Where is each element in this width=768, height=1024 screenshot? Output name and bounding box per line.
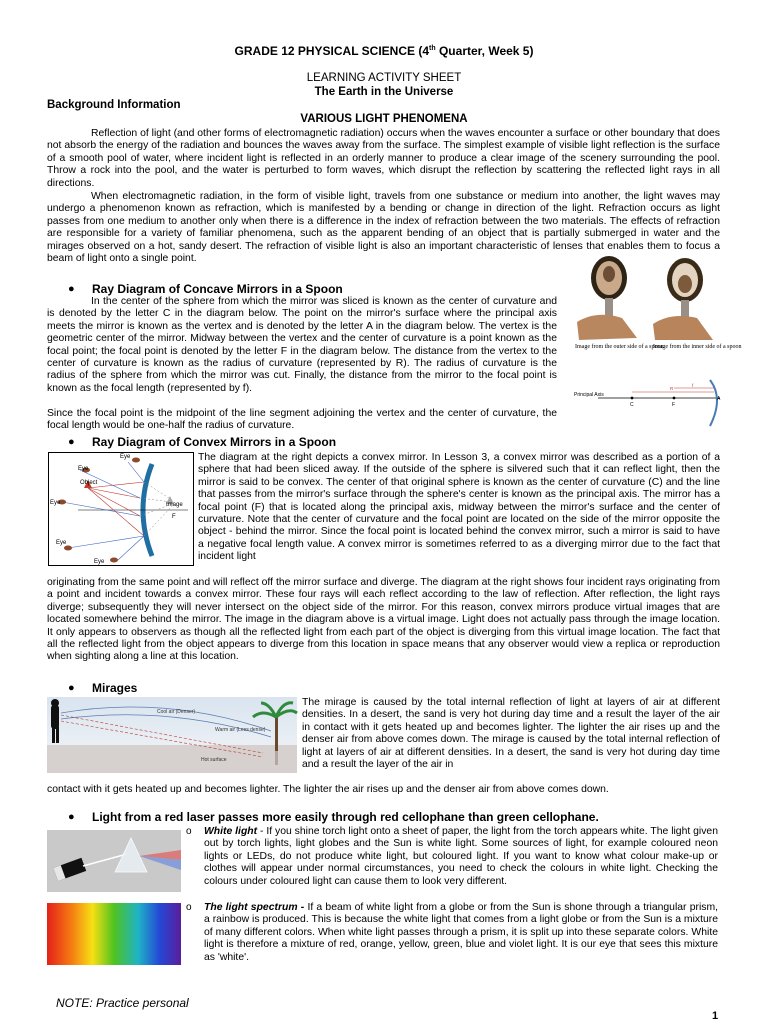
- mirages-paragraph-side: The mirage is caused by the total internal reflection of light at layers of air at different densities. In a desert, the sand is very hot during day time and a result the layer of the air in contact with it gets heated up and becomes lighter. The lighter the air rises up and the denser air from above comes down. The mirage is caused by the total internal reflection of light at layers of air at different densities. In a desert, the sand is very hot during day time and a result the layer of the air in: [302, 697, 720, 771]
- concave-ray-diagram: [574, 378, 724, 428]
- sub-bullet-icon: o: [186, 902, 192, 913]
- eye-label: Eye: [94, 559, 105, 565]
- convex-ray-diagram: [48, 452, 194, 566]
- spectrum-text: If a beam of white light from a globe or from the Sun is shone through a triangular prism, a rainbow is produced. This is because the white light that comes from a light globe or from the Sun is a mixture of many different colors. When white light passes through a prism, it is split up into these separate colors. White light is therefore a mixture of red, orange, yellow, green, blue and violet light. It is our eye that sees this mixture as 'white'.: [204, 902, 718, 963]
- white-light-paragraph: [204, 826, 718, 888]
- warm-air-label: Warm air (Less dense): [215, 727, 266, 733]
- caption-outer: Image from the outer side of a spoon: [575, 344, 664, 350]
- spectrum-paragraph: [204, 902, 718, 964]
- label-a: A: [717, 396, 721, 402]
- label-f-small: f: [692, 383, 694, 388]
- mirages-paragraph-full: contact with it gets heated up and becomes lighter. The lighter the air rises up and the denser air from above comes down.: [47, 784, 609, 795]
- subject-title: The Earth in the Universe: [314, 86, 454, 98]
- spectrum-image: [47, 903, 181, 965]
- convex-title: Ray Diagram of Convex Mirrors in a Spoon: [92, 435, 337, 449]
- caption-inner: Image from the inner side of a spoon: [653, 344, 742, 350]
- topic-title: VARIOUS LIGHT PHENOMENA: [300, 113, 468, 125]
- principal-axis-label: Principal Axis: [574, 392, 604, 398]
- footer-note: NOTE: Practice personal: [56, 996, 189, 1010]
- eye-label: Eye: [50, 500, 61, 506]
- white-light-text: - If you shine torch light onto a sheet of paper, the light from the torch appears white. The light given out by torch lights, light globes and the Sun is white light. Some sources of light, for example coloured neon lights or LEDs, do not produce white light, but coloured light. If you want to know what colour make-up or clothes will appear under normal circumstances, you need to check the colours in white light. Checking the colours under coloured light can cause them to look very different.: [204, 826, 718, 887]
- bullet-icon: ●: [68, 436, 75, 448]
- object-label: Object: [80, 480, 98, 486]
- background-heading: Background Information: [47, 99, 181, 111]
- mirage-diagram: [47, 697, 297, 773]
- eye-label: Eye: [56, 540, 67, 546]
- laser-title: Light from a red laser passes more easily through red cellophane than green cellophane.: [92, 810, 599, 824]
- label-c: C: [630, 402, 634, 408]
- mirages-title: Mirages: [92, 681, 138, 695]
- image-label: Image: [166, 502, 183, 508]
- eye-label: Eye: [78, 466, 89, 472]
- concave-paragraph: In the center of the sphere from which the mirror was sliced is known as the center of curvature and is denoted by the letter C in the diagram below. The point on the mirror's surface where the principal axis meets the mirror is known as the vertex and is denoted by the letter A in the diagram below. The vertex is the geometric center of the mirror. Midway between the vertex and the center of curvature is a point known as the focal point; the focal point is denoted by the letter F in the diagram below. The distance from the vertex to the center of curvature is known as the radius of curvature (represented by R). The radius of curvature is the radius of the sphere from which the mirror was cut. Finally, the distance from the mirror to the focal point is known as the focal length (represented by f).: [47, 296, 557, 394]
- cool-air-label: Cool air (Denser): [157, 709, 196, 715]
- eye-label: Eye: [120, 454, 131, 460]
- label-r: R: [670, 386, 674, 391]
- background-paragraph-1: Reflection of light (and other forms of electromagnetic radiation) occurs when the waves encounter a surface or other boundary that does not absorb the energy of the radiation and bounces the waves away from the surface. The simplest example of visible light reflection is the surface of a smooth pool of water, where incident light is reflected in an orderly manner to produce a clear image of the scenery surrounding the pool. Throw a rock into the pool, and the water is perturbed to form waves, which disrupt the reflection by scattering the reflected light rays in all directions.: [47, 128, 720, 189]
- sheet-label: LEARNING ACTIVITY SHEET: [306, 72, 462, 84]
- convex-paragraph-side: The diagram at the right depicts a convex mirror. In Lesson 3, a convex mirror was described as a portion of a sphere that had been sliced away. If the outside of the sphere is silvered such that it can reflect light, then the mirror is said to be convex. The center of that original sphere is known as the center of curvature (C) and the line that passes from the mirror's surface through the sphere's center is known as the principal axis. The mirror has a focal point (F) that is located along the principal axis, midway between the mirror's surface and the center of curvature. Note that the center of curvature and the focal point are located on the side of the mirror opposite the object - behind the mirror. Since the focal point is located behind the convex mirror, such a mirror is said to have a negative focal length value. A convex mirror is sometimes referred to as a diverging mirror due to the fact that incident light: [198, 452, 720, 563]
- bullet-icon: ●: [68, 283, 75, 295]
- page-number: 1: [712, 1010, 719, 1022]
- spectrum-title: The light spectrum -: [204, 902, 305, 913]
- sub-bullet-icon: o: [186, 826, 192, 837]
- concave-paragraph-2: Since the focal point is the midpoint of the line segment adjoining the vertex and the center of curvature, the focal length would be one-half the radius of curvature.: [47, 408, 557, 432]
- label-f: F: [672, 402, 676, 408]
- page-title: GRADE 12 PHYSICAL SCIENCE (4th Quarter, Week 5): [234, 44, 534, 58]
- focal-label: F: [172, 514, 176, 520]
- spoon-photos: [567, 254, 742, 358]
- concave-title: Ray Diagram of Concave Mirrors in a Spoon: [92, 282, 343, 296]
- bullet-icon: ●: [68, 682, 75, 694]
- convex-paragraph-full: originating from the same point and will reflect off the mirror surface and diverge. The diagram at the right shows four incident rays originating from a point and incident towards a convex mirror. These four rays will each reflect according to the law of reflection. After reflection, the light rays diverge; subsequently they will never intersect on the object side of the mirror. For this reason, convex mirrors produce virtual images that are located somewhere behind the mirror. The image in the diagram above is a virtual image. Light does not actually pass through the image location. It only appears to observers as though all the reflected light from each part of the object is diverging from this virtual image location. The fact that all the reflected light from the object appears to diverge from this location in space means that any observer would view a replica or reproduction when sighting along a line at this location.: [47, 577, 720, 663]
- bullet-icon: ●: [68, 811, 75, 823]
- white-light-title: White light: [204, 826, 258, 837]
- prism-photo: [47, 830, 181, 892]
- hot-surface-label: Hot surface: [201, 757, 227, 763]
- background-paragraph-2: When electromagnetic radiation, in the form of visible light, travels from one substance or medium into another, the light waves may undergo a phenomenon known as refraction, which is manifested by a bending or change in direction of the light. Refraction occurs as light passes from one medium to another only when there is a difference in the index of refraction between the two materials. The effects of refraction are responsible for a variety of familiar phenomena, such as the apparent bending of an object that is partially submerged in water and the mirages observed on a hot, sandy desert. The refraction of visible light is also an important characteristic of lenses that enables them to focus a beam of light onto a single point.: [47, 191, 720, 265]
